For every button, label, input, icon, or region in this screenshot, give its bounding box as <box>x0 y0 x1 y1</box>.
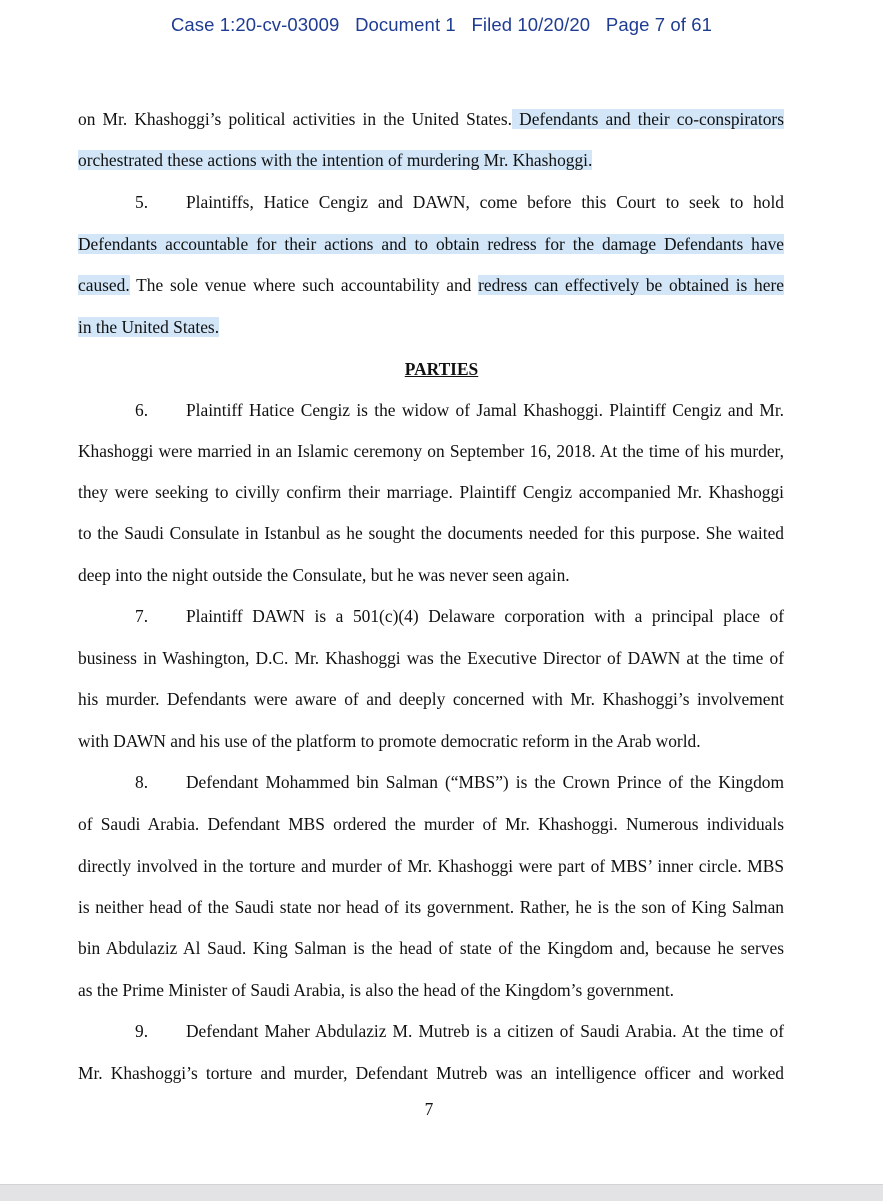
highlighted-text: redress can effectively be obtained is here <box>478 275 784 295</box>
paragraph-5-line-4 <box>78 314 219 340</box>
text-span: Plaintiff DAWN is a 501(c)(4) Delaware corporation with a principal place of <box>186 606 784 626</box>
case-header: Case 1:20-cv-03009 Document 1 Filed 10/20/20 Page 7 of 61 <box>170 14 713 35</box>
paragraph-8-line-4: is neither head of the Saudi state nor head of its government. Rather, he is the son of King Salman <box>78 897 784 917</box>
paragraph-5-line-1 <box>78 189 784 215</box>
page-number: 7 <box>424 1099 434 1119</box>
paragraph-number: 7. <box>135 606 149 626</box>
paragraph-6-line-4: to the Saudi Consulate in Istanbul as he sought the documents needed for this purpose. She waited <box>78 523 784 543</box>
viewer-bottom-bar <box>0 1184 883 1201</box>
paragraph-5-line-2 <box>78 231 784 257</box>
text-span: Plaintiff Hatice Cengiz is the widow of Jamal Khashoggi. Plaintiff Cengiz and Mr. <box>186 400 784 420</box>
paragraph-number: 6. <box>135 400 149 420</box>
highlighted-text: in the United States. <box>78 317 220 337</box>
paragraph-8-line-1 <box>78 769 784 795</box>
paragraph-8-line-3: directly involved in the torture and murder of Mr. Khashoggi were part of MBS’ inner circle. MBS <box>78 856 784 876</box>
paragraph-7-line-4: with DAWN and his use of the platform to promote democratic reform in the Arab world. <box>78 731 701 751</box>
paragraph-4-line-2 <box>78 147 592 173</box>
text-span: on Mr. Khashoggi’s political activities in the United States. <box>78 109 512 129</box>
text-span: The sole venue where such accountability and <box>129 275 479 295</box>
paragraph-8-line-2: of Saudi Arabia. Defendant MBS ordered the murder of Mr. Khashoggi. Numerous individuals <box>78 814 784 834</box>
highlighted-text: orchestrated these actions with the intention of murdering Mr. Khashoggi. <box>78 150 593 170</box>
paragraph-6-line-1 <box>78 397 784 423</box>
paragraph-8-line-5: bin Abdulaziz Al Saud. King Salman is the head of state of the Kingdom and, because he serves <box>78 938 784 958</box>
paragraph-number: 8. <box>135 772 149 792</box>
paragraph-9-line-1 <box>78 1018 784 1044</box>
paragraph-9-line-2: Mr. Khashoggi’s torture and murder, Defendant Mutreb was an intelligence officer and worked <box>78 1063 784 1083</box>
highlighted-text: Defendants and their co-conspirators <box>511 109 784 129</box>
paragraph-4-line-1 <box>78 106 784 132</box>
paragraph-number: 9. <box>135 1021 149 1041</box>
paragraph-6-line-3: they were seeking to civilly confirm their marriage. Plaintiff Cengiz accompanied Mr. Khashoggi <box>78 482 784 502</box>
text-span: Defendant Mohammed bin Salman (“MBS”) is the Crown Prince of the Kingdom <box>186 772 784 792</box>
highlighted-text: Defendants accountable for their actions and to obtain redress for the damage Defendants have <box>78 234 784 254</box>
text-span: Plaintiffs, Hatice Cengiz and DAWN, come before this Court to seek to hold <box>186 192 784 212</box>
paragraph-6-line-2: Khashoggi were married in an Islamic ceremony on September 16, 2018. At the time of his murder, <box>78 441 784 461</box>
text-span: Defendant Maher Abdulaziz M. Mutreb is a citizen of Saudi Arabia. At the time of <box>186 1021 784 1041</box>
paragraph-7-line-3: his murder. Defendants were aware of and deeply concerned with Mr. Khashoggi’s involvement <box>78 689 784 709</box>
paragraph-6-line-5: deep into the night outside the Consulate, but he was never seen again. <box>78 565 570 585</box>
section-heading-parties: PARTIES <box>404 359 479 379</box>
paragraph-5-line-3 <box>78 272 784 298</box>
paragraph-8-line-6: as the Prime Minister of Saudi Arabia, is also the head of the Kingdom’s government. <box>78 980 675 1000</box>
highlighted-text: caused. <box>78 275 130 295</box>
paragraph-7-line-2: business in Washington, D.C. Mr. Khashoggi was the Executive Director of DAWN at the time of <box>78 648 784 668</box>
paragraph-7-line-1 <box>78 603 784 629</box>
paragraph-number: 5. <box>135 192 149 212</box>
